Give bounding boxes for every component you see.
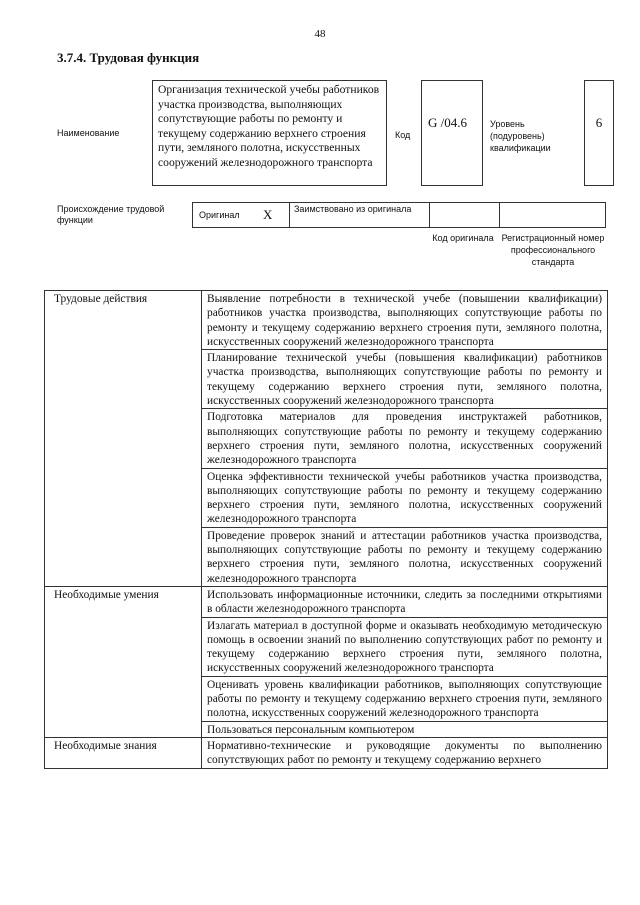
row-label: Трудовые действия [45,291,202,587]
name-label: Наименование [57,128,120,138]
table-cell: Пользоваться персональным компьютером [202,721,608,737]
reg-number-caption: Регистрационный номер профессионального стандарта [501,233,605,267]
table-cell: Нормативно-технические и руководящие документы по выполнению сопутствующих работ по ремонту и текущему содержанию верхнего [202,737,608,768]
code-value: G /04.6 [428,115,467,130]
table-row [45,291,608,350]
code-label: Код [395,130,411,140]
table-row [45,737,608,768]
table-row [45,586,608,617]
reg-number-cell [499,203,605,227]
table-cell: Оценивать уровень квалификации работников, выполняющих сопутствующие работы по ремонту и текущему содержанию верхнего строения пути, земляного полотна, искусственных сооружений железнодорожного транспорта [202,676,608,721]
name-value: Организация технической учебы работников участка производства, выполняющих сопутствующие работы по ремонту и текущему содержанию верхнего строения пути, земляного полотна, искусственных сооружений железнодорожного транспорта [158,83,380,169]
level-value-box [584,80,614,186]
name-value-box [152,80,387,186]
original-label: Оригинал [199,210,240,220]
level-value: 6 [595,115,603,130]
table-cell: Использовать информационные источники, следить за последними открытиями в области железнодорожного транспорта [202,586,608,617]
function-table [44,290,608,769]
table-cell: Планирование технической учебы (повышения квалификации) работников участка производства, выполняющих сопутствующие работы по ремонту и текущему содержанию верхнего строения пути, земляного полотна, искусственных сооружений железнодорожного транспорта [202,350,608,409]
code-value-box [421,80,483,186]
row-label: Необходимые знания [45,737,202,768]
original-mark: X [263,207,273,222]
table-cell: Выявление потребности в технической учебе (повышении квалификации) работников участка производства, выполняющих сопутствующие работы по ремонту и текущему содержанию верхнего строения пути, земляного полотна, искусственных сооружений железнодорожного транспорта [202,291,608,350]
table-cell: Излагать материал в доступной форме и оказывать необходимую методическую помощь в освоении знаний по выполнению сопутствующих работ по ремонту и текущему содержанию верхнего строения пути, земляного полотна, искусственных сооружений железнодорожного транспорта [202,617,608,676]
origin-row [192,202,606,228]
level-label: Уровень (подуровень) квалификации [490,119,551,153]
table-cell: Подготовка материалов для проведения инструктажей работников, выполняющих сопутствующие работы по ремонту и текущему содержанию верхнего строения пути, земляного полотна, искусственных сооружений железнодорожного транспорта [202,409,608,468]
code-original-caption: Код оригинала [432,233,494,243]
section-title: 3.7.4. Трудовая функция [57,50,200,65]
origin-label: Происхождение трудовой функции [57,204,165,225]
table-cell: Оценка эффективности технической учебы работников участка производства, выполняющих сопутствующие работы по ремонту и текущему содержанию верхнего строения пути, земляного полотна, искусственных сооружений железнодорожного транспорта [202,468,608,527]
table-cell: Проведение проверок знаний и аттестации работников участка производства, выполняющих сопутствующие работы по ремонту и текущему содержанию верхнего строения пути, земляного полотна, искусственных сооружений железнодорожного транспорта [202,527,608,586]
code-original-cell [429,203,499,227]
borrowed-label: Заимствовано из оригинала [294,204,412,214]
row-label: Необходимые умения [45,586,202,737]
borrowed-cell [289,203,429,227]
page-number: 48 [314,28,326,40]
